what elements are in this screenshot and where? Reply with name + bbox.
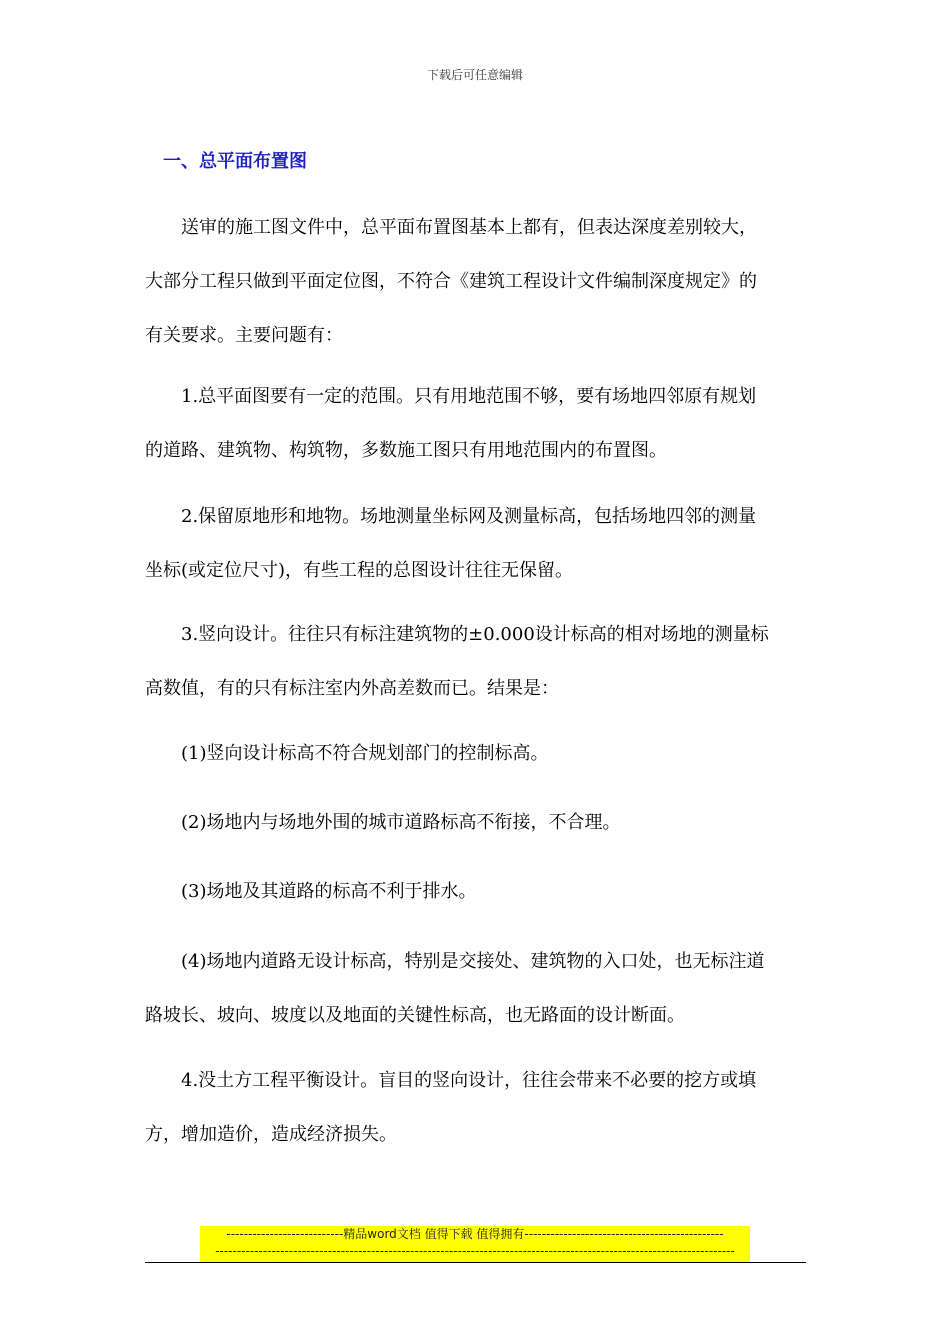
footer-rule: [145, 1262, 806, 1263]
text-line: (2)场地内与场地外围的城市道路标高不衔接，不合理。: [145, 812, 621, 833]
header-note: 下载后可任意编辑: [426, 68, 523, 82]
section-title: 一、总平面布置图: [163, 151, 307, 172]
sub-item-2: [145, 796, 810, 850]
text-line: 方，增加造价，造成经济损失。: [145, 1124, 397, 1145]
sub-item-1: [145, 727, 810, 781]
paragraph-1: [145, 370, 810, 478]
text-line: 送审的施工图文件中，总平面布置图基本上都有，但表达深度差别较大，: [145, 217, 757, 238]
sub-item-3: [145, 865, 810, 919]
banner-line-2: ------------------------------------------------------------------------------------------------------------------------: [215, 1244, 735, 1258]
text-line: (1)竖向设计标高不符合规划部门的控制标高。: [145, 743, 549, 764]
text-line: 的道路、建筑物、构筑物，多数施工图只有用地范围内的布置图。: [145, 440, 667, 461]
text-line: (4)场地内道路无设计标高，特别是交接处、建筑物的入口处，也无标注道: [145, 951, 765, 972]
footer-banner: [200, 1226, 750, 1262]
paragraph-4: [145, 1054, 810, 1162]
banner-line-1: ---------------------------精品word文档 值得下载 值得拥有----------------------------------------------: [226, 1227, 724, 1241]
text-line: 有关要求。主要问题有：: [145, 325, 343, 346]
paragraph-intro: [145, 201, 810, 363]
text-line: 4.没土方工程平衡设计。盲目的竖向设计，往往会带来不必要的挖方或填: [145, 1070, 757, 1091]
text-line: 3.竖向设计。往往只有标注建筑物的±0.000设计标高的相对场地的测量标: [145, 624, 769, 645]
text-line: 1.总平面图要有一定的范围。只有用地范围不够，要有场地四邻原有规划: [145, 386, 757, 407]
text-line: 高数值，有的只有标注室内外高差数而已。结果是：: [145, 678, 559, 699]
paragraph-2: [145, 490, 810, 598]
text-line: 路坡长、坡向、坡度以及地面的关键性标高，也无路面的设计断面。: [145, 1005, 685, 1026]
text-line: 坐标(或定位尺寸)，有些工程的总图设计往往无保留。: [145, 560, 574, 581]
text-line: 大部分工程只做到平面定位图，不符合《建筑工程设计文件编制深度规定》的: [145, 271, 757, 292]
text-line: 2.保留原地形和地物。场地测量坐标网及测量标高，包括场地四邻的测量: [145, 506, 757, 527]
paragraph-3: [145, 608, 810, 716]
sub-item-4: [145, 935, 810, 1043]
text-line: (3)场地及其道路的标高不利于排水。: [145, 881, 477, 902]
